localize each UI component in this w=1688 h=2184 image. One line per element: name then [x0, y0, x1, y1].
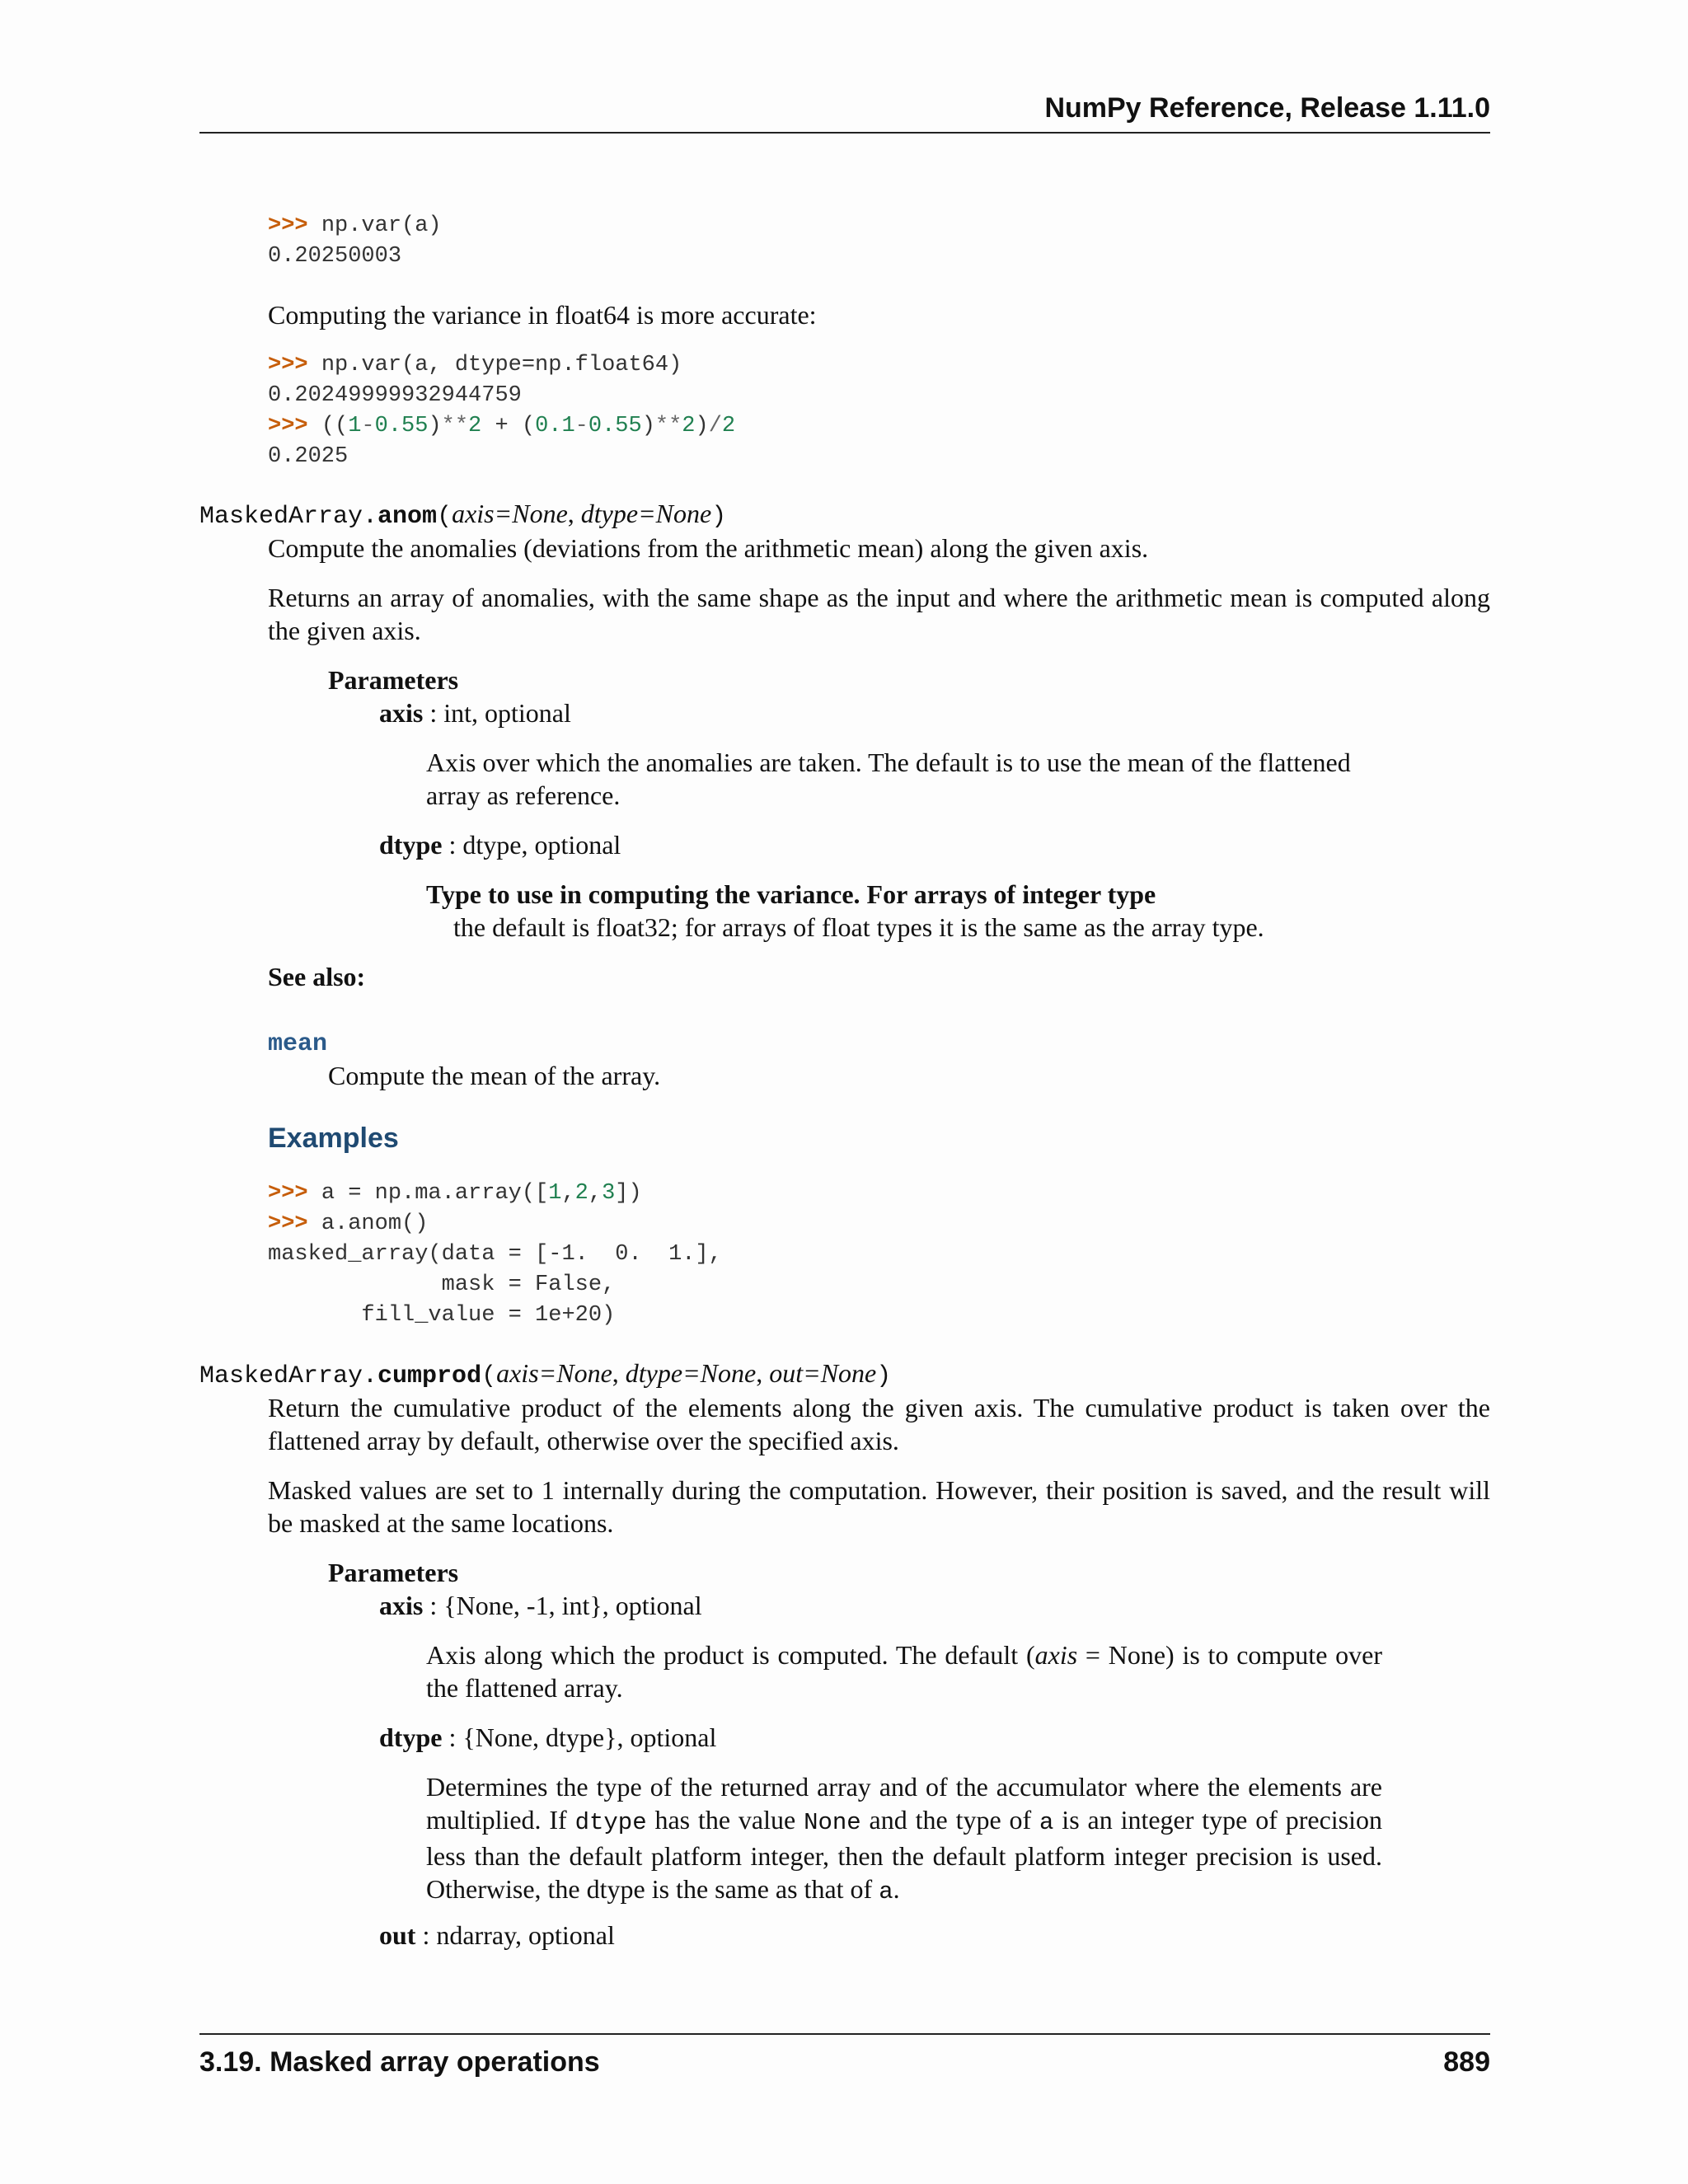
cumprod-parameters-label: Parameters	[328, 1558, 459, 1587]
code-block-var-float64: >>> np.var(a, dtype=np.float64) 0.20249999932944759 >>> ((1-0.55)**2 + (0.1-0.55)**2)/2 0.2025	[268, 353, 736, 469]
cumprod-param-axis: axis : {None, -1, int}, optional	[379, 1591, 702, 1620]
code-block-anom-example: >>> a = np.ma.array([1,2,3]) >>> a.anom() masked_array(data = [-1. 0. 1.], mask = False, fill_value = 1e+20)	[268, 1181, 722, 1328]
anom-param-dtype-desc-term: Type to use in computing the variance. For arrays of integer type	[426, 879, 1156, 909]
cumprod-param-out: out : ndarray, optional	[379, 1920, 615, 1950]
anom-param-dtype-desc: the default is float32; for arrays of float types it is the same as the array type.	[453, 912, 1264, 942]
anom-description: Returns an array of anomalies, with the same shape as the input and where the arithmetic mean is computed along the given axis.	[268, 583, 1490, 645]
cumprod-summary: Return the cumulative product of the elements along the given axis. The cumulative product is taken over the flattened array by default, otherwise over the specified axis.	[268, 1393, 1490, 1455]
footer-section-title: 3.19. Masked array operations	[199, 2046, 600, 2078]
anom-param-dtype: dtype : dtype, optional	[379, 830, 621, 860]
cumprod-signature: MaskedArray.cumprod(axis=None, dtype=None, out=None)	[199, 1358, 892, 1390]
see-also-mean-desc: Compute the mean of the array.	[328, 1061, 661, 1090]
code-block-var: >>> np.var(a) 0.20250003	[268, 213, 442, 269]
cumprod-description: Masked values are set to 1 internally during the computation. However, their position is saved, and the result will be masked at the same locations.	[268, 1475, 1490, 1538]
footer-page-number: 889	[1443, 2046, 1490, 2078]
cumprod-param-dtype-desc: Determines the type of the returned array and of the accumulator where the elements are multiplied. If dtype has the value None and the type of a is an integer type of precision less than the default platform integer, then the default platform integer precision is used. Otherwise, the dtype is the same as that of a.	[426, 1772, 1383, 1905]
anom-param-axis: axis : int, optional	[379, 698, 571, 728]
see-also-label: See also:	[268, 962, 366, 991]
cumprod-param-dtype: dtype : {None, dtype}, optional	[379, 1722, 717, 1752]
page-footer	[199, 2033, 1490, 2078]
see-also-mean-link[interactable]: mean	[268, 1030, 328, 1058]
header-title: NumPy Reference, Release 1.11.0	[1044, 92, 1490, 124]
anom-parameters-label: Parameters	[328, 665, 459, 695]
anom-signature: MaskedArray.anom(axis=None, dtype=None)	[199, 499, 727, 531]
page-header	[199, 92, 1490, 134]
paragraph-float64: Computing the variance in float64 is more accurate:	[268, 300, 817, 330]
examples-heading: Examples	[268, 1122, 399, 1154]
anom-param-axis-desc: Axis over which the anomalies are taken. The default is to use the mean of the flattened array as reference.	[426, 748, 1351, 810]
anom-summary: Compute the anomalies (deviations from the arithmetic mean) along the given axis.	[268, 533, 1149, 563]
cumprod-param-axis-desc: Axis along which the product is computed. The default (axis = None) is to compute over the flattened array.	[426, 1640, 1383, 1703]
